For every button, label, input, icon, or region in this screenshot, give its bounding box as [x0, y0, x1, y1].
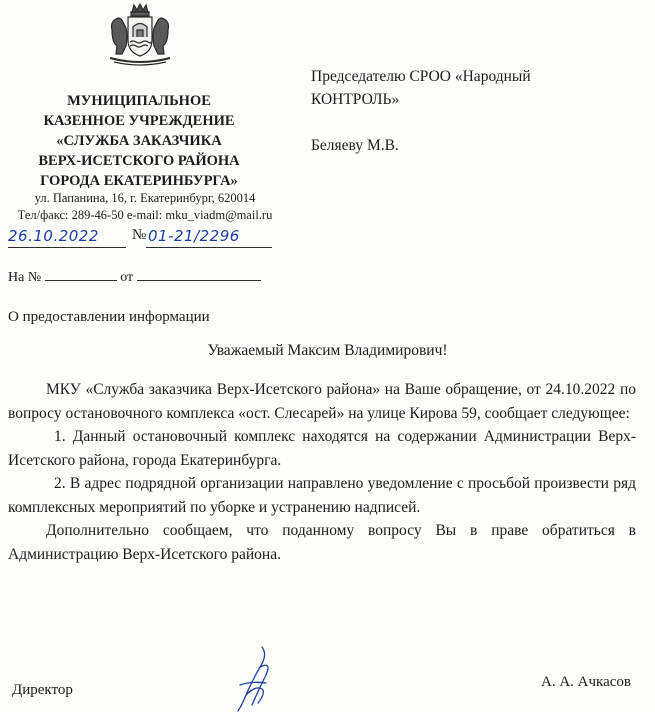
- addressee-line: Председателю СРОО «Народный: [311, 68, 531, 85]
- org-name-line: ВЕРХ-ИСЕТСКОГО РАЙОНА: [38, 153, 240, 169]
- body-list-item: 2. В адрес подрядной организации направлено уведомление с просьбой произвести ряд комплексных мероприятий по уборке и устранению надписей.: [8, 475, 636, 516]
- addressee: [311, 65, 631, 111]
- body-list-item: 1. Данный остановочный комплекс находятся на содержании Администрации Верх-Исетского района, города Екатеринбурга.: [8, 428, 636, 469]
- signer-title: Директор: [12, 682, 73, 698]
- addressee-name: Беляеву М.В.: [311, 137, 399, 154]
- body-paragraph: МКУ «Служба заказчика Верх-Исетского района» на Ваше обращение, от 24.10.2022 по вопросу остановочного комплекса «ост. Слесарей» на улице Кирова 59, сообщает следующее:: [8, 381, 636, 422]
- organization-name: [20, 91, 258, 191]
- organization-contact: Тел/факс: 289-46-50 e-mail: mku_viadm@mail.ru: [17, 208, 273, 222]
- registration-number-label: №: [132, 227, 147, 243]
- reference-prefix: На №: [8, 270, 42, 285]
- body-paragraph: Дополнительно сообщаем, что поданному вопросу Вы в праве обратиться в Администрацию Верх-Исетского района.: [8, 522, 636, 563]
- signer-name: А. А. Ачкасов: [541, 674, 631, 690]
- org-name-line: МУНИЦИПАЛЬНОЕ: [67, 93, 211, 109]
- letter-body: [8, 378, 636, 566]
- reference-number-blank: [45, 268, 117, 281]
- org-name-line: КАЗЕННОЕ УЧРЕЖДЕНИЕ: [43, 113, 235, 129]
- letter-subject: О предоставлении информации: [8, 309, 210, 325]
- date-underline: [8, 247, 126, 248]
- org-name-line: ГОРОДА ЕКАТЕРИНБУРГА»: [40, 173, 238, 189]
- salutation: Уважаемый Максим Владимирович!: [207, 342, 448, 359]
- registration-number: 01-21/2296: [148, 227, 240, 245]
- reference-middle: от: [120, 270, 134, 285]
- org-name-line: «СЛУЖБА ЗАКАЗЧИКА: [56, 133, 222, 149]
- number-underline: [146, 247, 272, 248]
- handwritten-signature-icon: [232, 645, 280, 712]
- reference-line: [8, 268, 261, 286]
- registration-date: 26.10.2022: [8, 227, 99, 245]
- ekaterinburg-coat-of-arms-icon: [104, 2, 176, 68]
- reference-date-blank: [137, 268, 261, 281]
- addressee-line: КОНТРОЛЬ»: [311, 91, 400, 108]
- organization-address: ул. Папанина, 16, г. Екатеринбург, 620014: [34, 191, 256, 205]
